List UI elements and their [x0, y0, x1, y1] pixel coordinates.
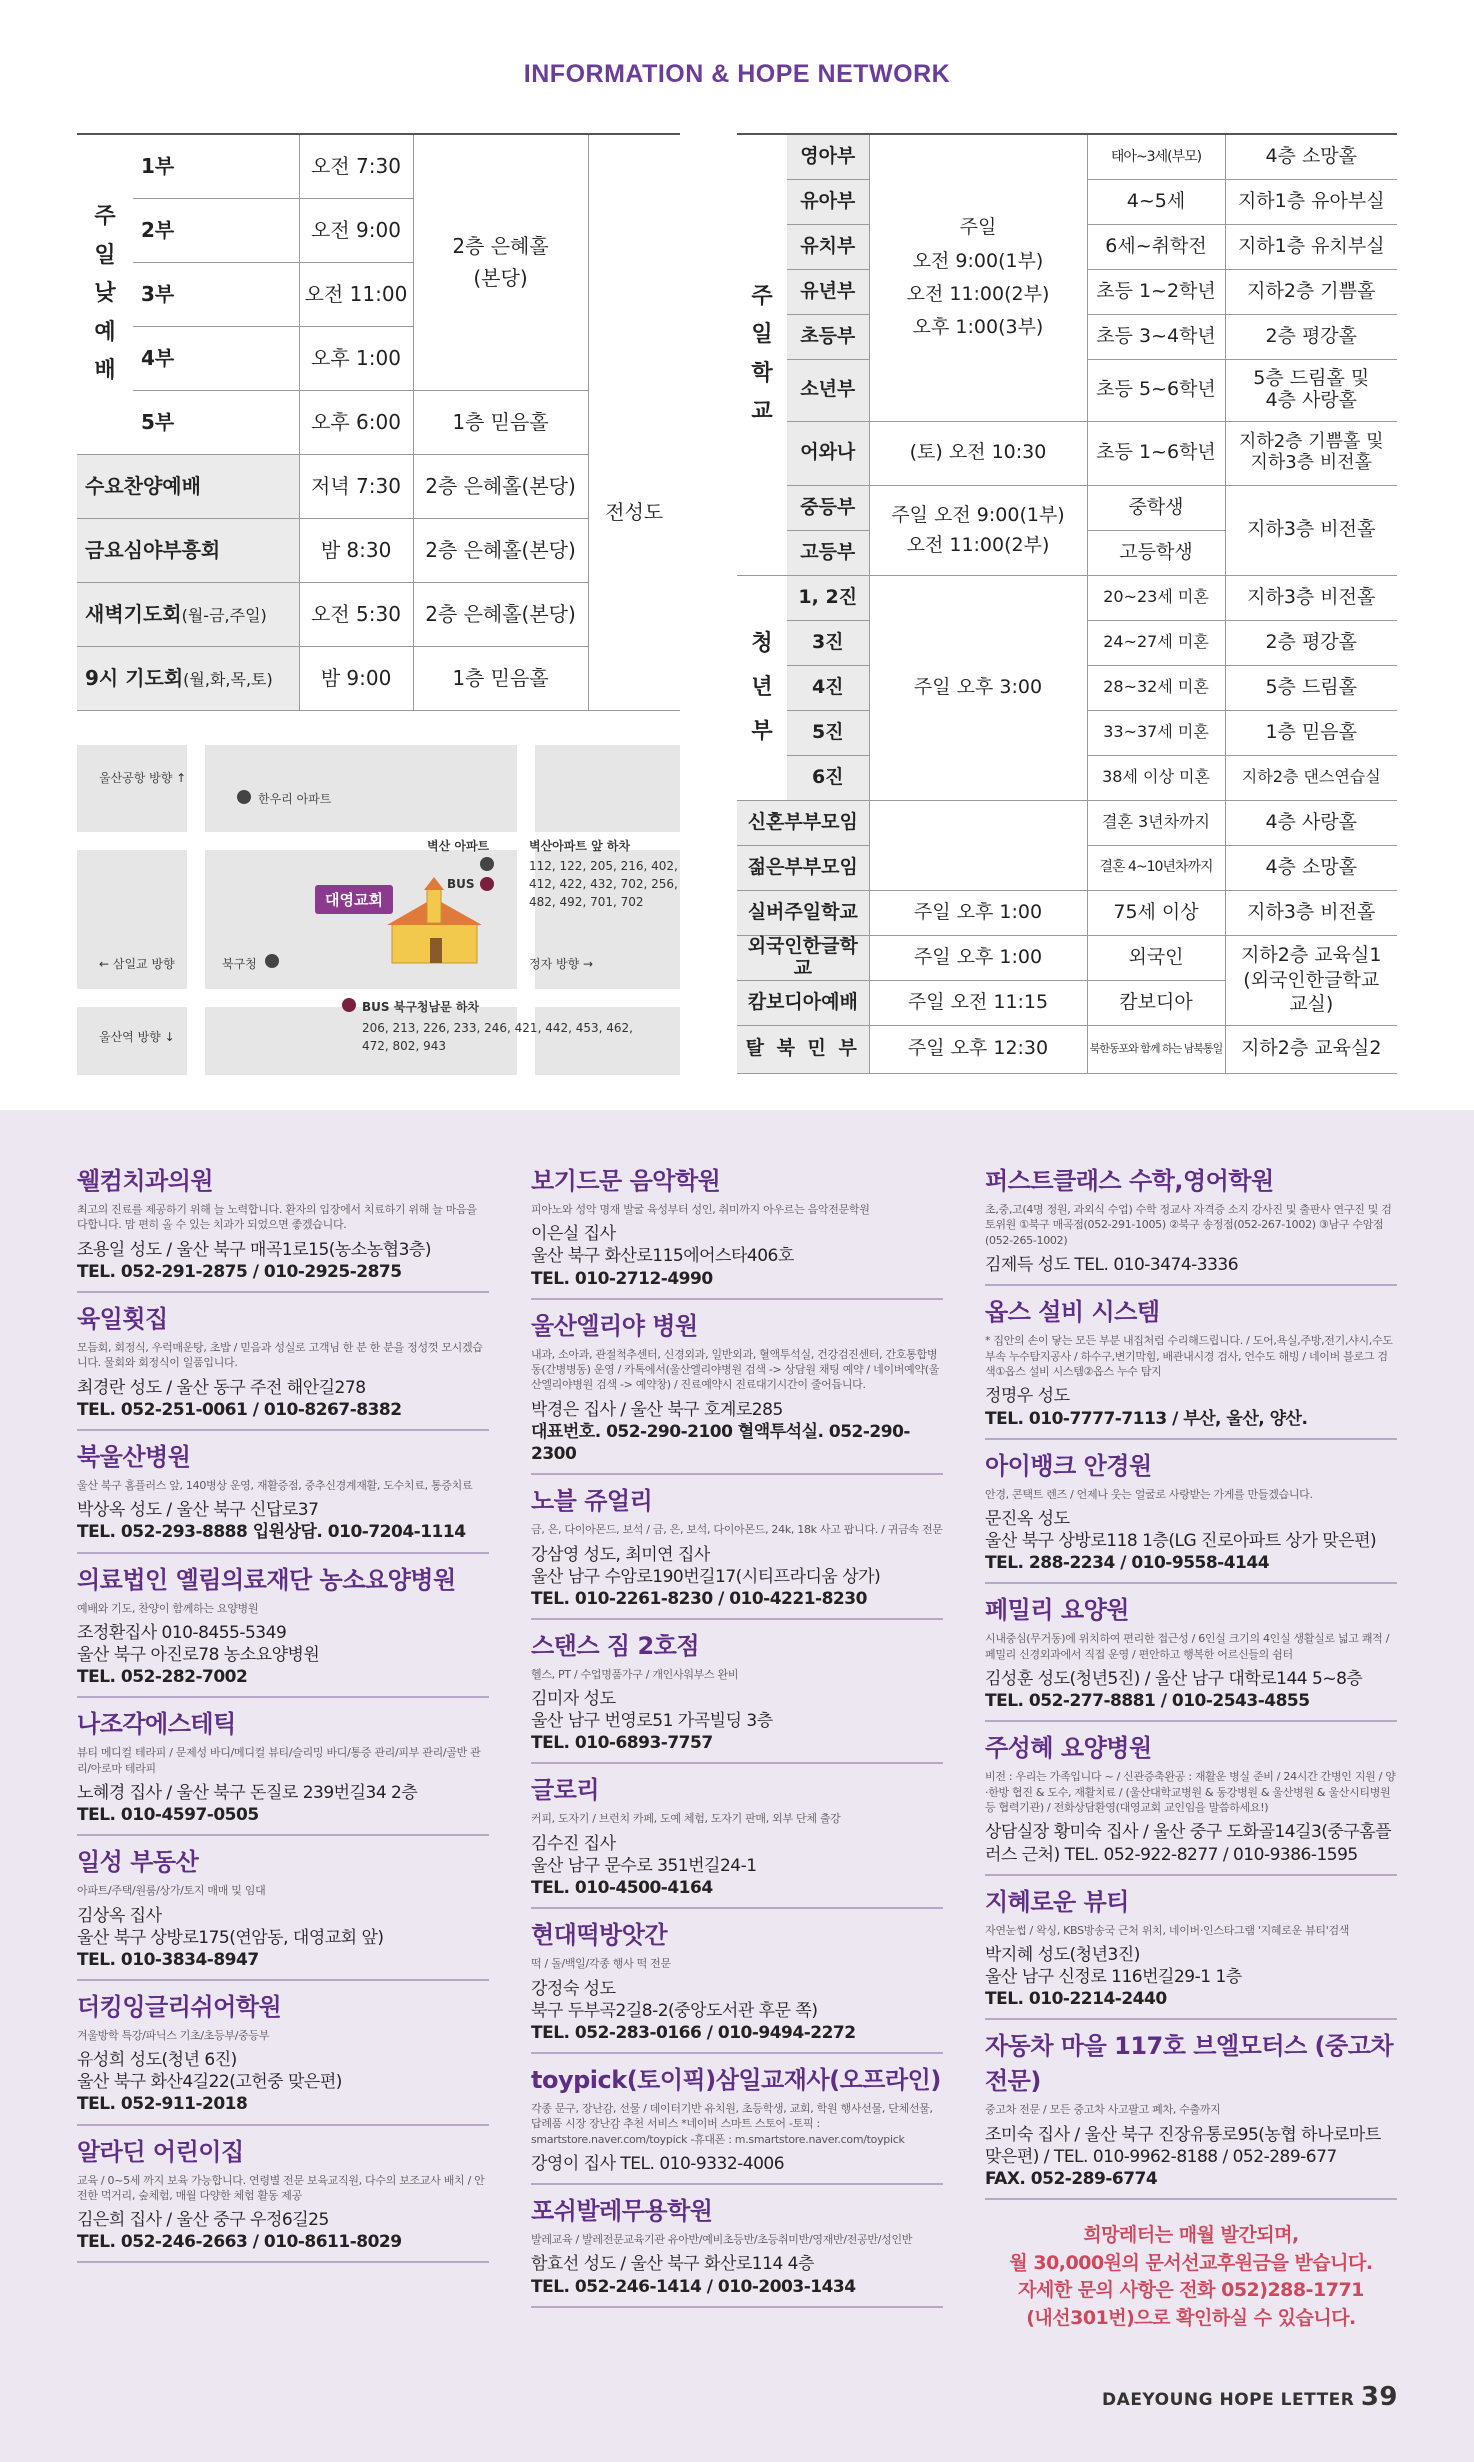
- dept-age: 초등 3~4학년: [1087, 314, 1225, 359]
- business-listing: [985, 1722, 1397, 1875]
- hanwoori-label: 한우리 아파트: [258, 792, 332, 806]
- other-service-place: 2층 은혜홀(본당): [413, 454, 588, 518]
- youth-time: 주일 오후 3:00: [869, 575, 1087, 800]
- business-contact-line: TEL. 052-277-8881 / 010-2543-4855: [985, 1691, 1310, 1712]
- dept-name: 중등부: [787, 485, 869, 530]
- business-description: 안경, 콘택트 렌즈 / 언제나 웃는 얼굴로 사랑받는 가게를 만들겠습니다.: [985, 1487, 1313, 1501]
- dept-place: 4층 소망홀: [1225, 134, 1397, 179]
- youth-group-name: 6진: [787, 755, 869, 800]
- dept-age: 초등 5~6학년: [1087, 359, 1225, 421]
- business-contact-line: TEL. 010-2214-2440: [985, 1989, 1167, 2010]
- youth-group-name: 3진: [787, 620, 869, 665]
- business-description: * 집안의 손이 닿는 모든 부분 내집처럼 수리해드립니다. / 도어,욕실,주방,전기,샤시,수도부속 누수탐지공사 / 하수구,변기막힘, 배관내시경 검사, 언수도 해빙 / 네이버 블로그 검색①옵스 설비 시스템②옵스 누수 탐지: [985, 1334, 1393, 1379]
- days-text: (월,화,목,토): [183, 669, 273, 689]
- dept-age: 중학생: [1087, 485, 1225, 530]
- business-contact-line: 울산 북구 화산로115에어스타406호: [531, 1246, 794, 1267]
- business-listing: [985, 1876, 1397, 2021]
- hanwoori-marker: [237, 790, 251, 804]
- business-name: 육일횟집: [77, 1304, 168, 1333]
- other-group-time: 주일 오후 1:00: [869, 935, 1087, 980]
- dept-place: 지하1층 유치부실: [1225, 224, 1397, 269]
- other-group-time: 주일 오전 11:15: [869, 980, 1087, 1025]
- road: [187, 745, 205, 1075]
- business-listing: [77, 1431, 489, 1554]
- dept-name: 유아부: [787, 179, 869, 224]
- business-name: 포쉬발레무용학원: [531, 2197, 713, 2226]
- baeksan-label: 벽산 아파트: [427, 839, 490, 853]
- business-name: 나조각에스테틱: [77, 1710, 236, 1739]
- dept-place: 2층 평강홀: [1225, 314, 1397, 359]
- service-part: 2부: [133, 198, 299, 262]
- business-contact-line: 최경란 성도 / 울산 동구 주전 해안길278: [77, 1377, 366, 1398]
- business-listing: [531, 1300, 943, 1475]
- business-description: 아파트/주택/원룸/상가/토지 매매 및 임대: [77, 1884, 266, 1898]
- business-contact-line: 김성훈 성도(청년5진) / 울산 남구 대학로144 5~8층: [985, 1669, 1363, 1690]
- other-group-name: 탈 북 민 부: [737, 1025, 869, 1073]
- bukgu-marker: [265, 954, 279, 968]
- business-name: 노블 쥬얼리: [531, 1487, 653, 1516]
- business-contact-line: 강정숙 성도: [531, 1978, 616, 1999]
- business-description: 초,중,고(4명 정원, 과외식 수업) 수학 정교사 자격증 소지 강사진 및 출판사 연구진 및 검토위원 ①북구 매곡점(052-291-1005) ②북구 송정점(052-267-1002) ③남구 수암점(052-265-1002): [985, 1203, 1392, 1247]
- dept-place: 지하2층 기쁨홀: [1225, 269, 1397, 314]
- business-contact-line: 울산 남구 수암로190번길17(시티프라디움 상가): [531, 1566, 881, 1587]
- business-listing: [77, 1836, 489, 1981]
- business-listing: [77, 1698, 489, 1836]
- sunday-worship-label: 주 일 낮 예 배: [77, 134, 133, 454]
- bukgu-label: 북구청: [222, 957, 257, 971]
- youth-place: 2층 평강홀: [1225, 620, 1397, 665]
- business-contact-line: 울산 북구 상방로175(연암동, 대영교회 앞): [77, 1927, 384, 1948]
- business-contact-line: 유성희 성도(청년 6진): [77, 2050, 237, 2071]
- service-time: 오전 7:30: [299, 134, 413, 198]
- business-listing: [531, 1475, 943, 1620]
- business-contact-line: 울산 북구 아진로78 농소요양병원: [77, 1645, 320, 1665]
- business-name: 보기드문 음악학원: [531, 1167, 721, 1195]
- business-name: 북울산병원: [77, 1442, 191, 1471]
- business-contact-line: TEL. 052-251-0061 / 010-8267-8382: [77, 1399, 402, 1420]
- business-name: 글로리: [531, 1776, 600, 1805]
- business-listing: [77, 1293, 489, 1431]
- samil-direction: ← 삼일교 방향: [99, 957, 175, 971]
- business-contact-line: 정명우 성도: [985, 1386, 1070, 1407]
- other-service-name: 수요찬양예배: [77, 454, 299, 518]
- business-listing: [985, 1155, 1397, 1286]
- business-listing: [985, 1584, 1397, 1722]
- service-part: 4부: [133, 326, 299, 390]
- business-name: 자동차 마을 117호 브엘모터스 (중고차 전문): [985, 2032, 1394, 2096]
- business-contact-line: TEL. 010-2261-8230 / 010-4221-8230: [531, 1588, 867, 1609]
- business-name: 퍼스트클래스 수학,영어학원: [985, 1167, 1274, 1195]
- page-number: 39: [1360, 2382, 1398, 2412]
- business-contact-line: 김상옥 집사: [77, 1905, 162, 1926]
- directory-column-3: [985, 1155, 1397, 2332]
- name-text: 새벽기도회: [85, 601, 182, 626]
- baeksan-stop-title: 벽산아파트 앞 하차: [529, 839, 631, 853]
- business-description: 피아노와 성악 명재 발굴 육성부터 성인, 취미까지 아우르는 음악전문학원: [531, 1203, 870, 1216]
- other-service-time: 밤 9:00: [299, 646, 413, 710]
- service-time: 오전 9:00: [299, 198, 413, 262]
- business-description: 중고차 전문 / 모든 중고차 사고팔고 폐차, 수출까지: [985, 2103, 1221, 2117]
- dept-time: 주일 오전 9:00(1부) 오전 11:00(2부) 오후 1:00(3부): [869, 134, 1087, 421]
- business-description: 각종 문구, 장난감, 선물 / 데이터기반 유치원, 초등학생, 교회, 학원 행사선물, 단체선물, 답례품 시장 장난감 추천 서비스 *네이버 스마트 스토어 -토픽 : smartstore.naver.com/toypick -휴대폰 : m.smartstore.naver.com/toypick: [531, 2101, 933, 2146]
- youth-age: 33~37세 미혼: [1087, 710, 1225, 755]
- dept-name: 유치부: [787, 224, 869, 269]
- other-group-time: 주일 오후 1:00: [869, 890, 1087, 935]
- business-contact-line: 김수진 집사: [531, 1833, 616, 1854]
- business-description: 떡 / 돌/백일/각종 행사 떡 전문: [531, 1957, 671, 1971]
- business-contact-line: TEL. 010-7777-7113 / 부산, 울산, 양산.: [985, 1408, 1308, 1429]
- other-group-place: 지하2층 교육실2: [1225, 1025, 1397, 1073]
- business-name: 울산엘리야 병원: [531, 1311, 698, 1340]
- business-listing: [77, 1554, 489, 1699]
- business-contact-line: 김제득 성도 TEL. 010-3474-3336: [985, 1255, 1239, 1276]
- other-group-time: 주일 오후 12:30: [869, 1025, 1087, 1073]
- youth-age: 20~23세 미혼: [1087, 575, 1225, 620]
- business-contact-line: 조용일 성도 / 울산 북구 매곡1로15(농소농협3층): [77, 1239, 431, 1260]
- business-contact-line: 북구 두부곡2길8-2(중앙도서관 후문 쪽): [531, 2000, 818, 2021]
- business-contact-line: TEL. 010-4500-4164: [531, 1878, 713, 1899]
- other-group-age: 75세 이상: [1087, 890, 1225, 935]
- business-description: 금, 은, 다이아몬드, 보석 / 금, 은, 보석, 다이아몬드, 24k, 18k 사고 팝니다. / 귀금속 전문: [531, 1523, 943, 1537]
- business-description: 발레교육 / 발레전문교육기관 유아반/예비초등반/초등취미반/영재반/전공반/성인반: [531, 2233, 913, 2247]
- business-contact-line: TEL. 052-911-2018: [77, 2094, 248, 2115]
- business-name: 더킹잉글리쉬어학원: [77, 1992, 282, 2021]
- service-time: 오후 6:00: [299, 390, 413, 454]
- other-service-time: 오전 5:30: [299, 582, 413, 646]
- business-contact-line: TEL. 010-3834-8947: [77, 1949, 259, 1970]
- business-contact-line: TEL. 010-2712-4990: [531, 1268, 713, 1289]
- business-description: 커피, 도자기 / 브런치 카페, 도예 체험, 도자기 판매, 외부 단체 출강: [531, 1812, 841, 1826]
- location-map: [77, 745, 680, 1075]
- business-listing: [531, 1764, 943, 1909]
- business-contact-line: 김미자 성도: [531, 1689, 616, 1710]
- business-contact-line: 김은희 집사 / 울산 중구 우정6길25: [77, 2210, 329, 2231]
- dept-age: 4~5세: [1087, 179, 1225, 224]
- other-service-time: 저녁 7:30: [299, 454, 413, 518]
- youth-age: 28~32세 미혼: [1087, 665, 1225, 710]
- business-contact-line: 문진옥 성도: [985, 1509, 1070, 1530]
- subscription-notice: 희망레터는 매월 발간되며, 월 30,000원의 문서선교후원금을 받습니다. 자세한 문의 사항은 전화 052)288-1771 (내선301번)으로 확인하실 수 있습니다.: [1009, 2223, 1373, 2329]
- other-service-place: 2층 은혜홀(본당): [413, 582, 588, 646]
- business-description: 자연눈썹 / 왁싱, KBS방송국 근처 위치, 네이버·인스타그램 '지혜로운 뷰티'검색: [985, 1923, 1350, 1937]
- business-description: 예배와 기도, 찬양이 함께하는 요양병원: [77, 1601, 259, 1615]
- sunday-school-label: 주 일 학 교: [737, 134, 787, 575]
- other-place: 전성도: [588, 134, 680, 710]
- business-contact-line: FAX. 052-289-6774: [985, 2168, 1158, 2189]
- station-direction: 울산역 방향 ↓: [99, 1030, 175, 1044]
- business-contact-line: 함효선 성도 / 울산 북구 화산로114 4층: [531, 2254, 814, 2275]
- business-contact-line: 강영이 집사 TEL. 010-9332-4006: [531, 2153, 785, 2174]
- dept-name: 어와나: [787, 421, 869, 485]
- baeksan-marker: [480, 857, 494, 871]
- dept-time: 주일 오전 9:00(1부) 오전 11:00(2부): [869, 485, 1087, 575]
- dept-age: 초등 1~2학년: [1087, 269, 1225, 314]
- couple-age: 결혼 3년차까지: [1087, 800, 1225, 845]
- business-contact-line: TEL. 052-246-2663 / 010-8611-8029: [77, 2232, 402, 2253]
- youth-age: 38세 이상 미혼: [1087, 755, 1225, 800]
- business-contact-line: 박지혜 성도(청년3진): [985, 1945, 1140, 1966]
- youth-group-name: 1, 2진: [787, 575, 869, 620]
- dept-age: 6세~취학전: [1087, 224, 1225, 269]
- service-part: 1부: [133, 134, 299, 198]
- business-name: 옵스 설비 시스템: [985, 1298, 1160, 1327]
- business-contact-line: 조미숙 집사 / 울산 북구 진장유통로95(농협 하나로마트 맞은편) / TEL. 010-9962-8188 / 052-289-677: [985, 2124, 1381, 2167]
- business-name: 웰컴치과의원: [77, 1167, 214, 1195]
- dept-name: 영아부: [787, 134, 869, 179]
- other-service-name: [77, 646, 299, 710]
- business-listing: [77, 1155, 489, 1293]
- other-group-place: 지하2층 교육실1 (외국인한글학교 교실): [1225, 935, 1397, 1025]
- business-name: 일성 부동산: [77, 1848, 199, 1877]
- school-schedule-table: [737, 133, 1397, 1074]
- couple-place: 4층 사랑홀: [1225, 800, 1397, 845]
- business-contact-line: TEL. 052-246-1414 / 010-2003-1434: [531, 2276, 856, 2297]
- business-contact-line: 울산 남구 신정로 116번길29-1 1층: [985, 1967, 1242, 1988]
- dept-place: 5층 드림홀 및 4층 사랑홀: [1225, 359, 1397, 421]
- business-contact-line: 박상옥 성도 / 울산 북구 신답로37: [77, 1500, 319, 1521]
- bukgu-bus-stop: BUS 북구청남문 하차: [362, 1000, 480, 1014]
- business-name: 의료법인 옐림의료재단 농소요양병원: [77, 1565, 456, 1594]
- dept-age: 초등 1~6학년: [1087, 421, 1225, 485]
- baeksan-routes: 112, 122, 205, 216, 402, 412, 422, 432, 702, 256, 482, 492, 701, 702: [529, 859, 678, 909]
- business-listing: [531, 1620, 943, 1765]
- other-service-place: 2층 은혜홀(본당): [413, 518, 588, 582]
- youth-group-name: 4진: [787, 665, 869, 710]
- couple-group-name: 젊은부부모임: [737, 845, 869, 890]
- service-time: 오전 11:00: [299, 262, 413, 326]
- business-listing: [985, 2020, 1397, 2200]
- business-name: 스탠스 짐 2호점: [531, 1631, 700, 1660]
- service-part: 3부: [133, 262, 299, 326]
- jeongja-direction: 정자 방향 →: [529, 957, 594, 971]
- dept-age: 태아~3세(부모): [1087, 134, 1225, 179]
- other-service-time: 밤 8:30: [299, 518, 413, 582]
- business-contact-line: TEL. 052-282-7002: [77, 1667, 248, 1688]
- business-contact-line: 이은실 집사: [531, 1224, 616, 1245]
- business-description: 최고의 진료를 제공하기 위해 늘 노력합니다. 환자의 입장에서 치료하기 위해 늘 마음을 다합니다. 맘 편히 올 수 있는 치과가 되었으면 좋겠습니다.: [77, 1203, 477, 1232]
- business-description: 비전 : 우리는 가족입니다 ~ / 신관증축완공 : 재활운 병실 준비 / 24시간 간병인 지원 / 양·한방 협진 & 도수, 재활치료 / (울산대학교병원 & 동강병원 & 울산병원 & 울산시티병원 등 협력기관) / 전화상담환영(대영교회 교인임을 말씀하세요!): [985, 1770, 1396, 1815]
- bukgu-bus-marker: [342, 998, 356, 1012]
- couple-time: [869, 800, 1087, 890]
- business-contact-line: 노혜경 집사 / 울산 북구 돈질로 239번길34 2층: [77, 1782, 418, 1803]
- other-service-name: [77, 582, 299, 646]
- youth-place: 지하3층 비전홀: [1225, 575, 1397, 620]
- business-contact-line: 울산 남구 문수로 351번길24-1: [531, 1855, 757, 1876]
- dept-name: 소년부: [787, 359, 869, 421]
- business-contact-line: 박경은 집사 / 울산 북구 호계로285: [531, 1399, 783, 1420]
- business-description: 모듬회, 회정식, 우럭매운탕, 초밥 / 믿음과 성실로 고객님 한 분 한 분을 정성껏 모시겠습니다. 물회와 회정식이 일품입니다.: [77, 1340, 483, 1370]
- business-description: 울산 북구 홈플러스 앞, 140병상 운영, 재활증점, 중추신경계재활, 도수치료, 통증치료: [77, 1478, 473, 1492]
- business-contact-line: TEL. 052-291-2875 / 010-2925-2875: [77, 1261, 402, 1282]
- footer: [1102, 2382, 1398, 2412]
- dept-name: 초등부: [787, 314, 869, 359]
- business-listing: [985, 1440, 1397, 1585]
- business-description: 겨울방학 특강/파닉스 기초/초등부/중등부: [77, 2028, 270, 2042]
- other-service-place: 1층 믿음홀: [413, 646, 588, 710]
- other-group-name: 실버주일학교: [737, 890, 869, 935]
- business-name: 지혜로운 뷰티: [985, 1887, 1129, 1916]
- dept-name: 유년부: [787, 269, 869, 314]
- dept-place: 지하1층 유아부실: [1225, 179, 1397, 224]
- business-contact-line: 강삼영 성도, 최미연 집사: [531, 1544, 710, 1565]
- business-contact-line: 조정환집사 010-8455-5349: [77, 1622, 287, 1643]
- business-description: 교육 / 0~5세 까지 보육 가능합니다. 연령별 전문 보육교직원, 다수의 보조교사 배치 / 안전한 먹거리, 숲체험, 매월 다양한 체험 활동 제공: [77, 2173, 485, 2202]
- directory-column-2: [531, 1155, 943, 2308]
- other-service-name: 금요심야부흥회: [77, 518, 299, 582]
- bus-stop-label: BUS: [447, 877, 475, 891]
- service-time: 오후 1:00: [299, 326, 413, 390]
- youth-label: 청 년 부: [737, 575, 787, 800]
- business-contact-line: 울산 북구 화산4길22(고헌중 맞은편): [77, 2072, 342, 2093]
- footer-text: DAEYOUNG HOPE LETTER: [1102, 2390, 1355, 2410]
- business-name: 현대떡방앗간: [531, 1921, 668, 1950]
- worship-schedule-table: [77, 133, 680, 711]
- couple-group-name: 신혼부부모임: [737, 800, 869, 845]
- other-group-age: 북한동포와 함께 하는 남북통일: [1087, 1025, 1225, 1073]
- business-name: toypick(토이픽)삼일교재사(오프라인): [531, 2065, 941, 2094]
- dept-age: 고등학생: [1087, 530, 1225, 575]
- bukgu-routes: 206, 213, 226, 233, 246, 421, 442, 453, 462, 472, 802, 943: [362, 1021, 633, 1053]
- youth-age: 24~27세 미혼: [1087, 620, 1225, 665]
- youth-group-name: 5진: [787, 710, 869, 755]
- business-name: 페밀리 요양원: [985, 1596, 1129, 1625]
- business-contact-line: 대표번호. 052-290-2100 혈액투석실. 052-290-2300: [531, 1421, 910, 1465]
- business-name: 아이뱅크 안경원: [985, 1451, 1152, 1480]
- business-listing: [985, 1286, 1397, 1439]
- service-place: 1층 믿음홀: [413, 390, 588, 454]
- other-group-place: 지하3층 비전홀: [1225, 890, 1397, 935]
- airport-direction: 울산공항 방향 ↑: [99, 771, 187, 785]
- directory-column-1: [77, 1155, 489, 2263]
- business-listing: [77, 2126, 489, 2264]
- business-contact-line: TEL. 052-283-0166 / 010-9494-2272: [531, 2022, 856, 2043]
- name-text: 9시 기도회: [85, 665, 184, 690]
- dept-time: (토) 오전 10:30: [869, 421, 1087, 485]
- other-group-age: 캄보디아: [1087, 980, 1225, 1025]
- couple-place: 4층 소망홀: [1225, 845, 1397, 890]
- youth-place: 1층 믿음홀: [1225, 710, 1397, 755]
- youth-place: 5층 드림홀: [1225, 665, 1397, 710]
- other-group-age: 외국인: [1087, 935, 1225, 980]
- business-contact-line: 울산 북구 상방로118 1층(LG 진로아파트 상가 맞은편): [985, 1531, 1377, 1552]
- business-description: 내과, 소아과, 관절척추센터, 신경외과, 일반외과, 혈액투석실, 건강검진센터, 간호통합병동(간병병동) 운영 / 카톡에서(울산엘리야병원 검색 -> 상담원 채팅 예약 / 네이버예약(울산엘리야병원 검색 -> 예약창) / 진료예약시 진료대기시간이 줄어듭니다.: [531, 1347, 940, 1392]
- business-listing: [531, 2185, 943, 2308]
- business-contact-line: TEL. 010-4597-0505: [77, 1805, 259, 1826]
- business-description: 뷰티 메디컬 테라피 / 문제성 바디/메디컬 뷰티/슬리밍 바디/통증 관리/피부 관리/골반 관리/아로마 테라피: [77, 1746, 481, 1775]
- business-contact-line: 울산 남구 번영로51 가곡빌딩 3층: [531, 1711, 773, 1732]
- dept-name: 고등부: [787, 530, 869, 575]
- business-contact-line: 상담실장 황미숙 집사 / 울산 중구 도화골14길3(중구홈플러스 근처) TEL. 052-922-8277 / 010-9386-1595: [985, 1822, 1392, 1865]
- other-group-name: 캄보디아예배: [737, 980, 869, 1025]
- other-group-name: 외국인한글학교: [737, 935, 869, 980]
- business-contact-line: TEL. 052-293-8888 입원상담. 010-7204-1114: [77, 1522, 466, 1543]
- days-text: (월-금,주일): [181, 605, 267, 625]
- dept-place: 지하2층 기쁨홀 및 지하3층 비전홀: [1225, 421, 1397, 485]
- page-title: INFORMATION & HOPE NETWORK: [523, 60, 951, 88]
- dept-place: 지하3층 비전홀: [1225, 485, 1397, 575]
- business-listing: [531, 2054, 943, 2185]
- business-contact-line: TEL. 010-6893-7757: [531, 1733, 713, 1754]
- church-label: 대영교회: [315, 885, 393, 914]
- business-listing: [531, 1909, 943, 2054]
- business-name: 주성혜 요양병원: [985, 1734, 1152, 1763]
- youth-place: 지하2층 댄스연습실: [1225, 755, 1397, 800]
- couple-age: 결혼 4~10년차까지: [1087, 845, 1225, 890]
- church-icon: [382, 873, 492, 968]
- business-listing: [77, 1981, 489, 2126]
- business-contact-line: TEL. 288-2234 / 010-9558-4144: [985, 1553, 1270, 1574]
- service-part: 5부: [133, 390, 299, 454]
- business-listing: [531, 1155, 943, 1300]
- main-place: 2층 은혜홀 (본당): [413, 134, 588, 390]
- business-name: 알라딘 어린이집: [77, 2137, 244, 2166]
- business-description: 헬스, PT / 수업명품가구 / 개인사워부스 완비: [531, 1667, 739, 1681]
- business-description: 시내중심(무거동)에 위치하여 편리한 접근성 / 6인실 크기의 4인실 생활실로 넓고 쾌적 / 페밀리 신경외과에서 직접 운영 / 편안하고 행복한 어르신들의 쉼터: [985, 1632, 1390, 1661]
